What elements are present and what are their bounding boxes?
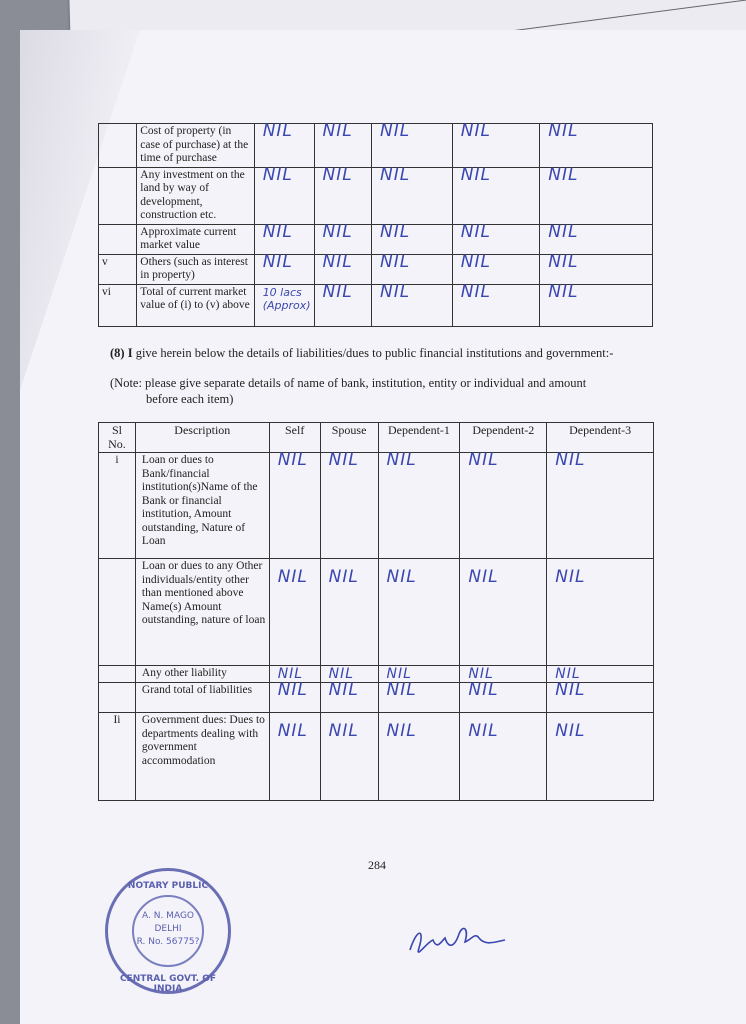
section-8-text: give herein below the details of liabilities/dues to public financial institutions and government:-	[135, 346, 614, 360]
header-self: Self	[269, 423, 320, 453]
sl-cell	[99, 559, 136, 666]
dependent3-value: NIL	[540, 167, 653, 224]
dependent1-value: NIL	[372, 254, 453, 284]
description-cell: Government dues: Dues to departments dealing with government accommodation	[135, 713, 269, 801]
sl-cell	[99, 683, 136, 713]
header-description: Description	[135, 423, 269, 453]
spouse-value: NIL	[314, 124, 372, 168]
document-page	[20, 30, 746, 1024]
self-value: NIL	[254, 224, 314, 254]
dependent1-value: NIL	[378, 683, 460, 713]
description-cell: Loan or dues to Bank/financial institution(s)Name of the Bank or financial institution, Amount outstanding, Nature of Loan	[135, 453, 269, 559]
dependent3-value: NIL	[547, 713, 654, 801]
signature	[405, 920, 515, 965]
sl-cell: v	[99, 254, 137, 284]
sl-cell: Ii	[99, 713, 136, 801]
self-value: NIL	[269, 713, 320, 801]
dependent2-value: NIL	[460, 666, 547, 683]
dependent3-value: NIL	[547, 683, 654, 713]
dependent2-value: NIL	[452, 224, 540, 254]
dependent3-value: NIL	[540, 224, 653, 254]
dependent2-value: NIL	[452, 167, 540, 224]
section-8-note-line1: (Note: please give separate details of name of bank, institution, entity or individual and amount	[110, 376, 587, 390]
description-cell: Approximate current market value	[137, 224, 254, 254]
stamp-reg-no: R. No. 56775?	[136, 937, 200, 947]
table-row	[99, 224, 653, 254]
dependent1-value: NIL	[372, 167, 453, 224]
sl-cell	[99, 224, 137, 254]
dependent3-value: NIL	[540, 284, 653, 326]
self-value: NIL	[254, 167, 314, 224]
liabilities-table	[98, 422, 654, 801]
self-value: NIL	[269, 453, 320, 559]
header-sl: Sl No.	[99, 423, 136, 453]
dependent1-value: NIL	[372, 284, 453, 326]
table-row	[99, 559, 654, 666]
dependent3-value: NIL	[540, 254, 653, 284]
stamp-city: DELHI	[154, 924, 182, 934]
header-dependent-2: Dependent-2	[460, 423, 547, 453]
spouse-value: NIL	[314, 254, 372, 284]
sl-cell: vi	[99, 284, 137, 326]
dependent3-value: NIL	[547, 453, 654, 559]
dependent1-value: NIL	[378, 666, 460, 683]
spouse-value: NIL	[320, 559, 378, 666]
stamp-top-text: NOTARY PUBLIC	[127, 881, 209, 891]
notary-stamp	[105, 868, 231, 994]
description-cell: Any other liability	[135, 666, 269, 683]
table-row	[99, 713, 654, 801]
table-row	[99, 683, 654, 713]
spouse-value: NIL	[314, 284, 372, 326]
dependent2-value: NIL	[452, 284, 540, 326]
immovable-assets-table	[98, 123, 653, 327]
dependent2-value: NIL	[460, 683, 547, 713]
table-header-row	[99, 423, 654, 453]
spouse-value: NIL	[320, 453, 378, 559]
self-value: NIL	[269, 683, 320, 713]
sl-cell	[99, 666, 136, 683]
signature-stroke	[410, 928, 505, 952]
sl-cell: i	[99, 453, 136, 559]
dependent2-value: NIL	[460, 713, 547, 801]
section-8-heading	[110, 346, 613, 361]
description-cell: Loan or dues to any Other individuals/entity other than mentioned above Name(s) Amount outstanding, nature of loan	[135, 559, 269, 666]
dependent2-value: NIL	[452, 254, 540, 284]
dependent2-value: NIL	[452, 124, 540, 168]
stamp-bottom-text: CENTRAL GOVT. OF INDIA	[119, 974, 217, 994]
spouse-value: NIL	[314, 224, 372, 254]
dependent1-value: NIL	[378, 713, 460, 801]
table-row	[99, 254, 653, 284]
header-dependent-1: Dependent-1	[378, 423, 460, 453]
table-row	[99, 124, 653, 168]
sl-cell	[99, 167, 137, 224]
section-8-note-line2: before each item)	[146, 392, 234, 406]
dependent1-value: NIL	[378, 453, 460, 559]
description-cell: Others (such as interest in property)	[137, 254, 254, 284]
header-spouse: Spouse	[320, 423, 378, 453]
header-dependent-3: Dependent-3	[547, 423, 654, 453]
description-cell: Cost of property (in case of purchase) at the time of purchase	[137, 124, 254, 168]
page-number: 284	[368, 858, 386, 872]
spouse-value: NIL	[320, 713, 378, 801]
self-value: 10 lacs (Approx)	[254, 284, 314, 326]
self-value: NIL	[254, 254, 314, 284]
dependent3-value: NIL	[540, 124, 653, 168]
self-value: NIL	[269, 559, 320, 666]
dependent3-value: NIL	[547, 559, 654, 666]
self-value: NIL	[254, 124, 314, 168]
self-value: NIL	[269, 666, 320, 683]
description-cell: Total of current market value of (i) to (v) above	[137, 284, 254, 326]
stamp-name: A. N. MAGO	[142, 911, 194, 921]
table-row	[99, 284, 653, 326]
description-cell: Any investment on the land by way of development, construction etc.	[137, 167, 254, 224]
table-row	[99, 453, 654, 559]
spouse-value: NIL	[320, 666, 378, 683]
sl-cell	[99, 124, 137, 168]
section-8-number: (8) I	[110, 346, 133, 360]
dependent2-value: NIL	[460, 559, 547, 666]
dependent3-value: NIL	[547, 666, 654, 683]
description-cell: Grand total of liabilities	[135, 683, 269, 713]
dependent2-value: NIL	[460, 453, 547, 559]
dependent1-value: NIL	[372, 124, 453, 168]
dependent1-value: NIL	[378, 559, 460, 666]
table-row	[99, 167, 653, 224]
spouse-value: NIL	[314, 167, 372, 224]
dependent1-value: NIL	[372, 224, 453, 254]
spouse-value: NIL	[320, 683, 378, 713]
